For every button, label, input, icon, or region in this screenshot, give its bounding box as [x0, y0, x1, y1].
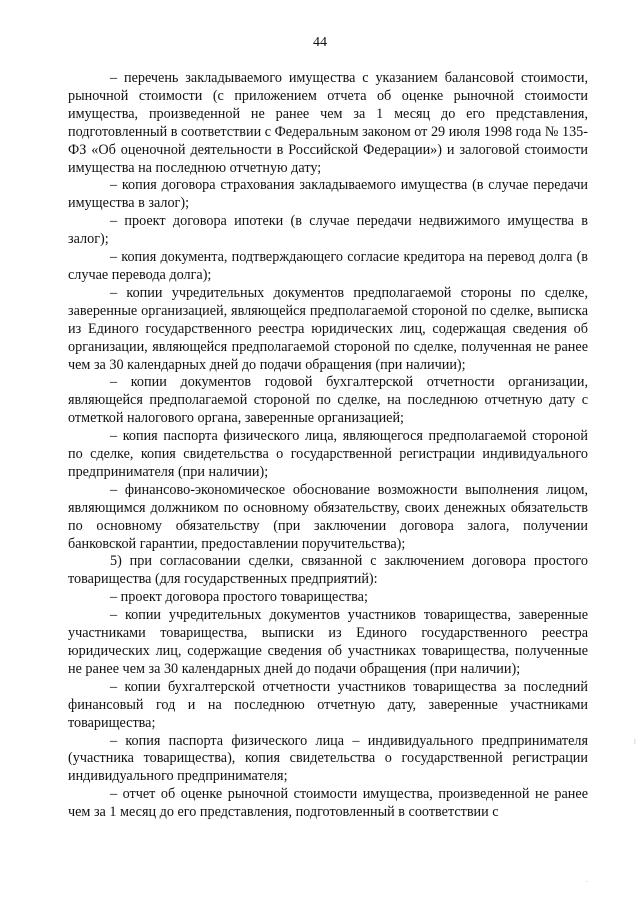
scan-edge-mark: · — [585, 878, 588, 886]
paragraph: – копия паспорта физического лица, являющегося предполагаемой стороной по сделке, копия свидетельства о государственной регистрации индивидуального предпринимателя (при наличии); — [68, 428, 588, 480]
paragraph: – копии бухгалтерской отчетности участников товарищества за последний финансовый год и на последнюю отчетную дату, заверенные участниками товарищества; — [68, 678, 588, 731]
paragraph: – отчет об оценке рыночной стоимости имущества, произведенной не ранее чем за 1 месяц до его представления, подготовленный в соответствии с — [68, 786, 588, 821]
paragraph: – проект договора ипотеки (в случае передачи недвижимого имущества в залог); — [68, 213, 588, 248]
paragraph: 5) при согласовании сделки, связанной с заключением договора простого товарищества (для государственных предприятий): — [68, 553, 588, 588]
document-body — [68, 70, 588, 822]
paragraph: – копия договора страхования закладываемого имущества (в случае передачи имущества в залог); — [68, 177, 588, 212]
paragraph: – финансово-экономическое обоснование возможности выполнения лицом, являющимся должником по основному обязательству, своих денежных обязательств по основному обязательству (при заключении договора залога, получении банковской гарантии, предоставлении поручительства); — [68, 481, 588, 552]
paragraph: – перечень закладываемого имущества с указанием балансовой стоимости, рыночной стоимости (с приложением отчета об оценке рыночной стоимости имущества, произведенной не ранее чем за 1 месяц до его представления, подготовленный в соответствии с Федеральным законом от 29 июля 1998 года № 135-ФЗ «Об оценочной деятельности в Российской Федерации») и залоговой стоимости имущества на последнюю отчетную дату; — [68, 70, 588, 176]
paragraph: – копия документа, подтверждающего согласие кредитора на перевод долга (в случае перевода долга); — [68, 249, 588, 283]
page-number: 44 — [313, 35, 327, 50]
paragraph: – проект договора простого товарищества; — [110, 589, 368, 606]
scan-edge-mark: ⁝ — [633, 738, 636, 746]
paragraph: – копии документов годовой бухгалтерской отчетности организации, являющейся предполагаемой стороной по сделке, на последнюю отчетную дату с отметкой налогового органа, заверенные организацией; — [68, 374, 588, 427]
paragraph: – копии учредительных документов предполагаемой стороны по сделке, заверенные организацией, являющейся предполагаемой стороной по сделке, выписка из Единого государственного реестра юридических лиц, содержащая сведения об организации, являющейся предполагаемой стороной по сделке, полученная не ранее чем за 30 календарных дней до подачи обращения (при наличии); — [68, 284, 588, 373]
paragraph: – копии учредительных документов участников товарищества, заверенные участниками товарищества, выписки из Единого государственного реестра юридических лиц, содержащие сведения об участниках товарищества, полученные не ранее чем за 30 календарных дней до подачи обращения (при наличии); — [68, 607, 588, 677]
paragraph: – копия паспорта физического лица – индивидуального предпринимателя (участника товарищества), копия свидетельства о государственной регистрации индивидуального предпринимателя; — [68, 732, 588, 785]
